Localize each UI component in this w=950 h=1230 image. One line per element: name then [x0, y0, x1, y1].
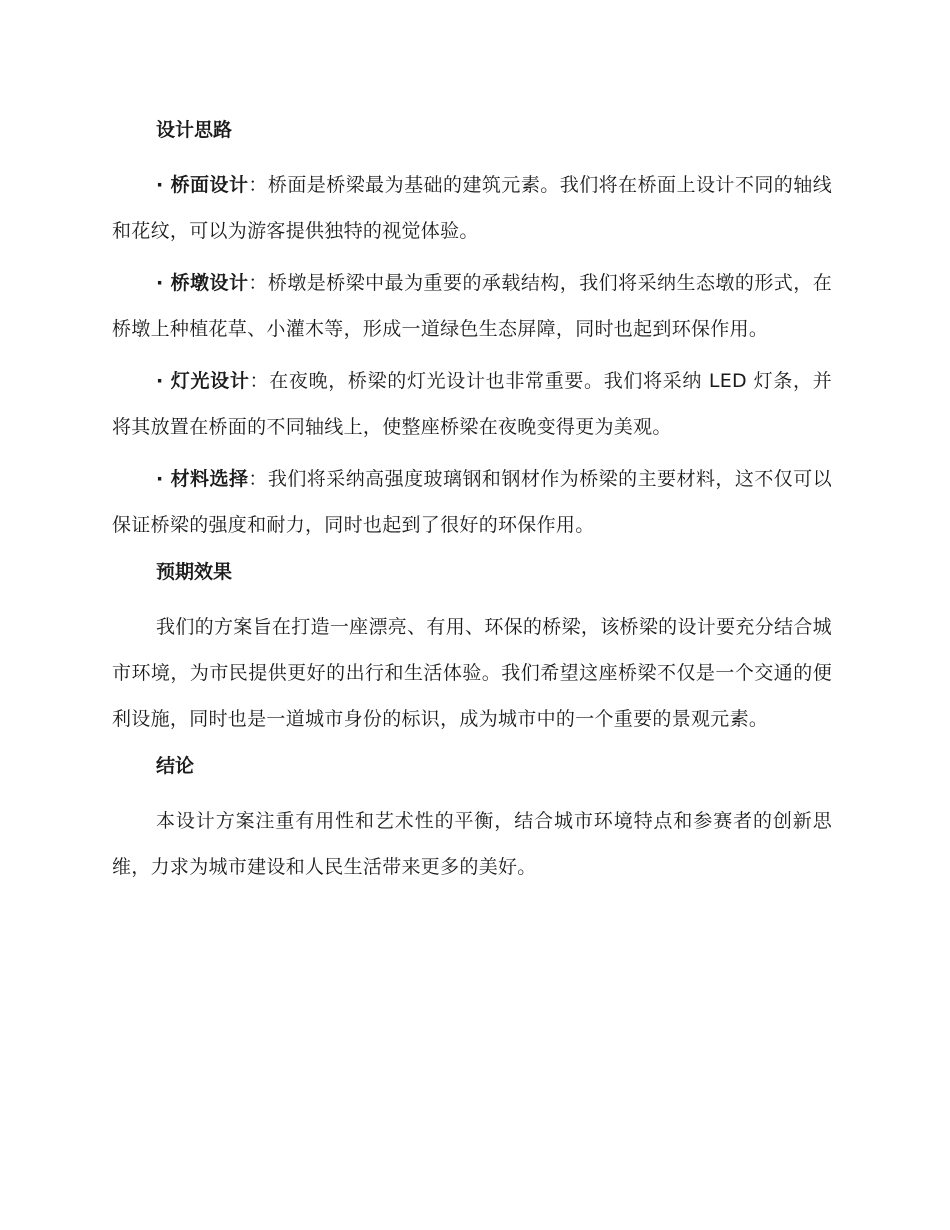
- bullet-bridge-pier: [112, 260, 832, 352]
- design-ideas-heading: 设计思路: [156, 119, 233, 141]
- expected-effect-paragraph: 我们的方案旨在打造一座漂亮、有用、环保的桥梁，该桥梁的设计要充分结合城市环境，为市民提供更好的出行和生活体验。我们希望这座桥梁不仅是一个交通的便利设施，同时也是一道城市身份的标识，成为城市中的一个重要的景观元素。: [112, 616, 832, 730]
- bullet-label: · 材料选择: [156, 468, 249, 490]
- bullet-label: · 桥面设计: [156, 174, 249, 196]
- bullet-text: 桥面是桥梁最为基础的建筑元素。我们将在桥面上设计不同的轴线和花纹，可以为游客提供独特的视觉体验。: [112, 174, 832, 242]
- bullet-bridge-deck: [112, 162, 832, 254]
- expected-effect-heading: 预期效果: [156, 561, 233, 583]
- bullet-lighting: [112, 358, 832, 450]
- bullet-label: · 桥墩设计: [156, 272, 249, 294]
- conclusion-heading: 结论: [156, 755, 195, 777]
- bullet-text: 我们将采纳高强度玻璃钢和钢材作为桥梁的主要材料，这不仅可以保证桥梁的强度和耐力，同时也起到了很好的环保作用。: [112, 468, 832, 536]
- bullet-text: 桥墩是桥梁中最为重要的承载结构，我们将采纳生态墩的形式，在桥墩上种植花草、小灌木等，形成一道绿色生态屏障，同时也起到环保作用。: [112, 272, 832, 340]
- bullet-label: · 灯光设计: [156, 370, 250, 392]
- bullet-separator: ：: [248, 272, 268, 294]
- bullet-separator: ：: [249, 370, 270, 392]
- conclusion-paragraph: 本设计方案注重有用性和艺术性的平衡，结合城市环境特点和参赛者的创新思维，力求为城市建设和人民生活带来更多的美好。: [112, 810, 832, 878]
- bullet-materials: [112, 456, 832, 548]
- bullet-separator: ：: [248, 174, 268, 196]
- document-body: [112, 112, 832, 896]
- bullet-text: 在夜晚，桥梁的灯光设计也非常重要。我们将采纳 LED 灯条，并将其放置在桥面的不同轴线上，使整座桥梁在夜晚变得更为美观。: [112, 370, 832, 438]
- bullet-separator: ：: [248, 468, 268, 490]
